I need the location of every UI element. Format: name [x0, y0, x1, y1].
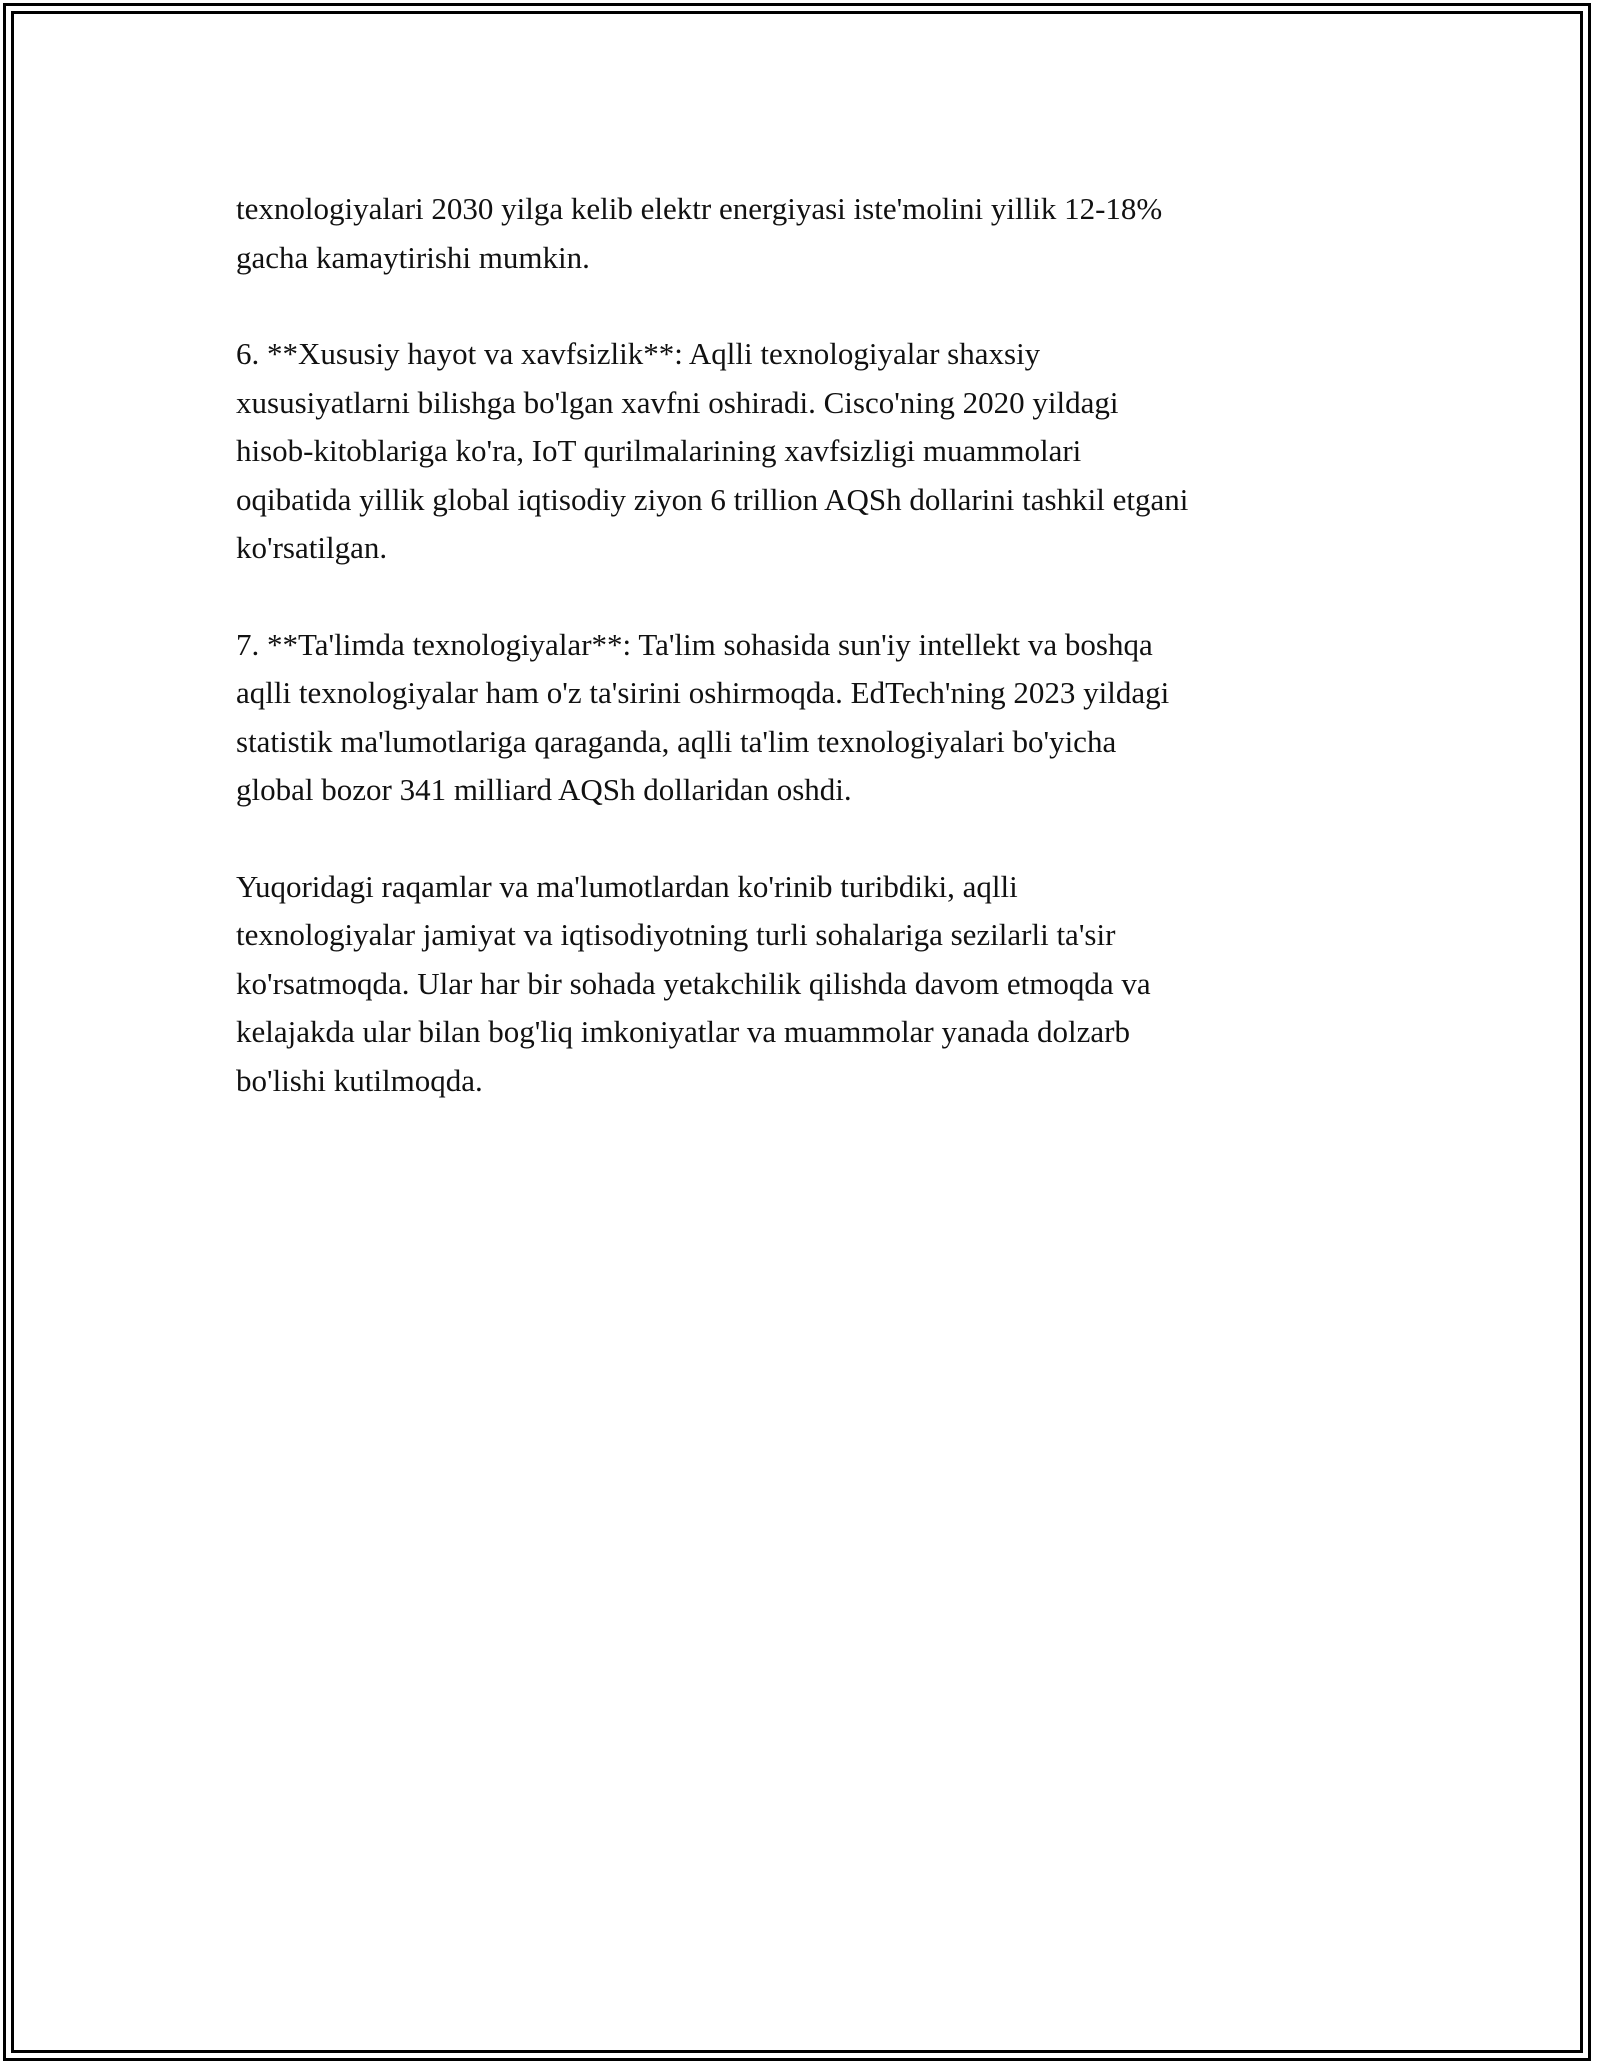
document-body [236, 185, 1376, 1153]
paragraph-education-technology: 7. **Ta'limda texnologiyalar**: Ta'lim sohasida sun'iy intellekt va boshqa aqlli texnologiyalar ham o'z ta'sirini oshirmoqda. EdTech'ning 2023 yildagi statistik ma'lumotlariga qaraganda, aqlli ta'lim texnologiyalari bo'yicha global bozor 341 milliard AQSh dollaridan oshdi. [236, 626, 1170, 807]
paragraph-conclusion: Yuqoridagi raqamlar va ma'lumotlardan ko'rinib turibdiki, aqlli texnologiyalar jamiyat va iqtisodiyotning turli sohalariga sezilarli ta'sir ko'rsatmoqda. Ular har bir sohada yetakchilik qilishda davom etmoqda va kelajakda ular bilan bog'liq imkoniyatlar va muammolar yanada dolzarb bo'lishi kutilmoqda. [236, 868, 1151, 1098]
paragraph-energy-continuation: texnologiyalari 2030 yilga kelib elektr energiyasi iste'molini yillik 12-18% gacha kamaytirishi mumkin. [236, 191, 1163, 275]
paragraph-privacy-security: 6. **Xususiy hayot va xavfsizlik**: Aqlli texnologiyalar shaxsiy xususiyatlarni bilishga bo'lgan xavfni oshiradi. Cisco'ning 2020 yildagi hisob-kitoblariga ko'ra, IoT qurilmalarining xavfsizligi muammolari oqibatida yillik global iqtisodiy ziyon 6 trillion AQSh dollarini tashkil etgani ko'rsatilgan. [236, 336, 1189, 565]
